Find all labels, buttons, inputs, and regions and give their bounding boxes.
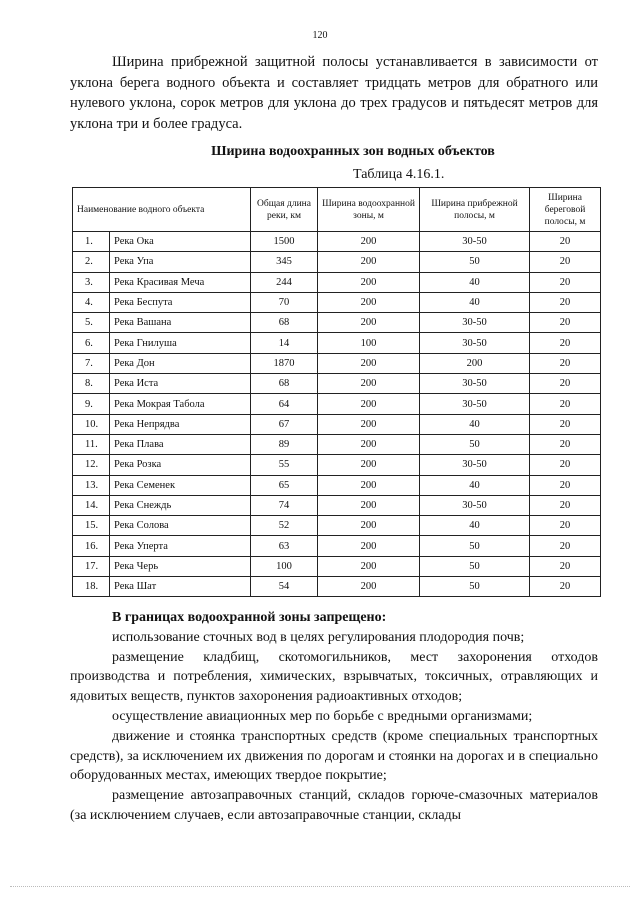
river-length: 1870 — [251, 353, 318, 373]
river-name: Река Гнилуша — [110, 333, 251, 353]
coastal-strip-width: 40 — [420, 516, 530, 536]
shore-strip-width: 20 — [530, 434, 601, 454]
restriction-item: движение и стоянка транспортных средств (кроме специальных транспортных средств), за исключением их движения по дорогам и стоянки на дорогах и в специально оборудованных местах, имеющих твердое покрытие; — [70, 728, 598, 784]
coastal-strip-width: 30-50 — [420, 313, 530, 333]
water-zone-width: 200 — [318, 516, 420, 536]
coastal-strip-width: 30-50 — [420, 333, 530, 353]
river-name: Река Иста — [110, 374, 251, 394]
river-length: 14 — [251, 333, 318, 353]
shore-strip-width: 20 — [530, 272, 601, 292]
water-zone-width: 200 — [318, 292, 420, 312]
row-number: 10. — [73, 414, 110, 434]
water-zone-width: 200 — [318, 536, 420, 556]
water-zone-width: 200 — [318, 434, 420, 454]
row-number: 4. — [73, 292, 110, 312]
water-zone-width: 200 — [318, 495, 420, 515]
shore-strip-width: 20 — [530, 252, 601, 272]
table-row — [73, 414, 601, 434]
header-shore-strip: Ширина береговой полосы, м — [530, 188, 601, 232]
row-number: 18. — [73, 577, 110, 597]
river-name: Река Шат — [110, 577, 251, 597]
water-zone-width: 200 — [318, 394, 420, 414]
river-name: Река Вашана — [110, 313, 251, 333]
water-zone-width: 100 — [318, 333, 420, 353]
river-name: Река Упа — [110, 252, 251, 272]
river-length: 70 — [251, 292, 318, 312]
river-length: 54 — [251, 577, 318, 597]
table-row — [73, 536, 601, 556]
coastal-strip-width: 50 — [420, 536, 530, 556]
water-zone-width: 200 — [318, 232, 420, 252]
table-row — [73, 516, 601, 536]
water-zone-width: 200 — [318, 353, 420, 373]
river-name: Река Солова — [110, 516, 251, 536]
river-name: Река Беспута — [110, 292, 251, 312]
row-number: 17. — [73, 556, 110, 576]
row-number: 7. — [73, 353, 110, 373]
restriction-item: осуществление авиационных мер по борьбе с вредными организмами; — [112, 708, 533, 724]
river-length: 89 — [251, 434, 318, 454]
water-zones-table — [72, 187, 601, 597]
river-length: 345 — [251, 252, 318, 272]
row-number: 15. — [73, 516, 110, 536]
river-length: 1500 — [251, 232, 318, 252]
restriction-item: использование сточных вод в целях регулирования плодородия почв; — [112, 629, 525, 645]
row-number: 8. — [73, 374, 110, 394]
river-length: 67 — [251, 414, 318, 434]
coastal-strip-width: 40 — [420, 475, 530, 495]
water-zone-width: 200 — [318, 374, 420, 394]
river-name: Река Семенек — [110, 475, 251, 495]
shore-strip-width: 20 — [530, 495, 601, 515]
restrictions-section — [70, 608, 598, 826]
header-name: Наименование водного объекта — [73, 188, 251, 232]
table-header-row — [73, 188, 601, 232]
river-name: Река Плава — [110, 434, 251, 454]
coastal-strip-width: 30-50 — [420, 394, 530, 414]
river-length: 65 — [251, 475, 318, 495]
table-heading: Ширина водоохранных зон водных объектов — [211, 144, 495, 159]
row-number: 5. — [73, 313, 110, 333]
restriction-item: размещение автозаправочных станций, складов горюче-смазочных материалов (за исключением случаев, если автозаправочные станции, склады — [70, 788, 598, 823]
header-length: Общая длина реки, км — [251, 188, 318, 232]
river-name: Река Дон — [110, 353, 251, 373]
shore-strip-width: 20 — [530, 232, 601, 252]
river-length: 52 — [251, 516, 318, 536]
table-row — [73, 353, 601, 373]
water-zone-width: 200 — [318, 455, 420, 475]
intro-paragraph: Ширина прибрежной защитной полосы устанавливается в зависимости от уклона берега водного объекта и составляет тридцать метров для обратного или нулевого уклона, сорок метров для уклона до трех градусов и пятьдесят метров для уклона три и более градуса. — [70, 54, 598, 132]
river-name: Река Ока — [110, 232, 251, 252]
table-row — [73, 313, 601, 333]
water-zone-width: 200 — [318, 252, 420, 272]
coastal-strip-width: 50 — [420, 556, 530, 576]
shore-strip-width: 20 — [530, 353, 601, 373]
river-name: Река Розка — [110, 455, 251, 475]
table-row — [73, 333, 601, 353]
shore-strip-width: 20 — [530, 475, 601, 495]
coastal-strip-width: 30-50 — [420, 455, 530, 475]
shore-strip-width: 20 — [530, 333, 601, 353]
shore-strip-width: 20 — [530, 394, 601, 414]
coastal-strip-width: 40 — [420, 292, 530, 312]
water-zone-width: 200 — [318, 313, 420, 333]
coastal-strip-width: 40 — [420, 272, 530, 292]
river-name: Река Уперта — [110, 536, 251, 556]
shore-strip-width: 20 — [530, 313, 601, 333]
table-row — [73, 475, 601, 495]
water-zone-width: 200 — [318, 556, 420, 576]
shore-strip-width: 20 — [530, 577, 601, 597]
river-length: 100 — [251, 556, 318, 576]
water-zone-width: 200 — [318, 475, 420, 495]
table-row — [73, 455, 601, 475]
river-name: Река Красивая Меча — [110, 272, 251, 292]
water-zone-width: 200 — [318, 577, 420, 597]
coastal-strip-width: 50 — [420, 252, 530, 272]
river-name: Река Мокрая Табола — [110, 394, 251, 414]
river-name: Река Снеждь — [110, 495, 251, 515]
row-number: 2. — [73, 252, 110, 272]
row-number: 14. — [73, 495, 110, 515]
river-length: 68 — [251, 313, 318, 333]
row-number: 3. — [73, 272, 110, 292]
table-label: Таблица 4.16.1. — [353, 167, 445, 182]
row-number: 1. — [73, 232, 110, 252]
table-row — [73, 577, 601, 597]
shore-strip-width: 20 — [530, 414, 601, 434]
table-row — [73, 495, 601, 515]
header-coastal-strip: Ширина прибрежной полосы, м — [420, 188, 530, 232]
shore-strip-width: 20 — [530, 292, 601, 312]
river-name: Река Непрядва — [110, 414, 251, 434]
table-row — [73, 374, 601, 394]
river-length: 68 — [251, 374, 318, 394]
water-zone-width: 200 — [318, 414, 420, 434]
table-row — [73, 556, 601, 576]
shore-strip-width: 20 — [530, 556, 601, 576]
coastal-strip-width: 40 — [420, 414, 530, 434]
restrictions-title: В границах водоохранной зоны запрещено: — [112, 610, 387, 625]
coastal-strip-width: 50 — [420, 577, 530, 597]
shore-strip-width: 20 — [530, 536, 601, 556]
row-number: 12. — [73, 455, 110, 475]
table-row — [73, 434, 601, 454]
shore-strip-width: 20 — [530, 516, 601, 536]
coastal-strip-width: 30-50 — [420, 232, 530, 252]
table-row — [73, 232, 601, 252]
table-row — [73, 252, 601, 272]
river-length: 74 — [251, 495, 318, 515]
page-number: 120 — [312, 30, 328, 41]
coastal-strip-width: 30-50 — [420, 374, 530, 394]
row-number: 6. — [73, 333, 110, 353]
shore-strip-width: 20 — [530, 374, 601, 394]
coastal-strip-width: 50 — [420, 434, 530, 454]
restriction-item: размещение кладбищ, скотомогильников, мест захоронения отходов производства и потребления, химических, взрывчатых, токсичных, отравляющих и ядовитых веществ, пунктов захоронения радиоактивных отходов; — [70, 649, 598, 705]
row-number: 9. — [73, 394, 110, 414]
river-length: 244 — [251, 272, 318, 292]
scan-edge-line — [10, 886, 630, 893]
row-number: 13. — [73, 475, 110, 495]
header-water-zone: Ширина водоохранной зоны, м — [318, 188, 420, 232]
water-zone-width: 200 — [318, 272, 420, 292]
shore-strip-width: 20 — [530, 455, 601, 475]
table-row — [73, 394, 601, 414]
table-row — [73, 292, 601, 312]
coastal-strip-width: 200 — [420, 353, 530, 373]
river-length: 55 — [251, 455, 318, 475]
coastal-strip-width: 30-50 — [420, 495, 530, 515]
river-length: 63 — [251, 536, 318, 556]
row-number: 16. — [73, 536, 110, 556]
river-name: Река Черь — [110, 556, 251, 576]
table-row — [73, 272, 601, 292]
river-length: 64 — [251, 394, 318, 414]
row-number: 11. — [73, 434, 110, 454]
